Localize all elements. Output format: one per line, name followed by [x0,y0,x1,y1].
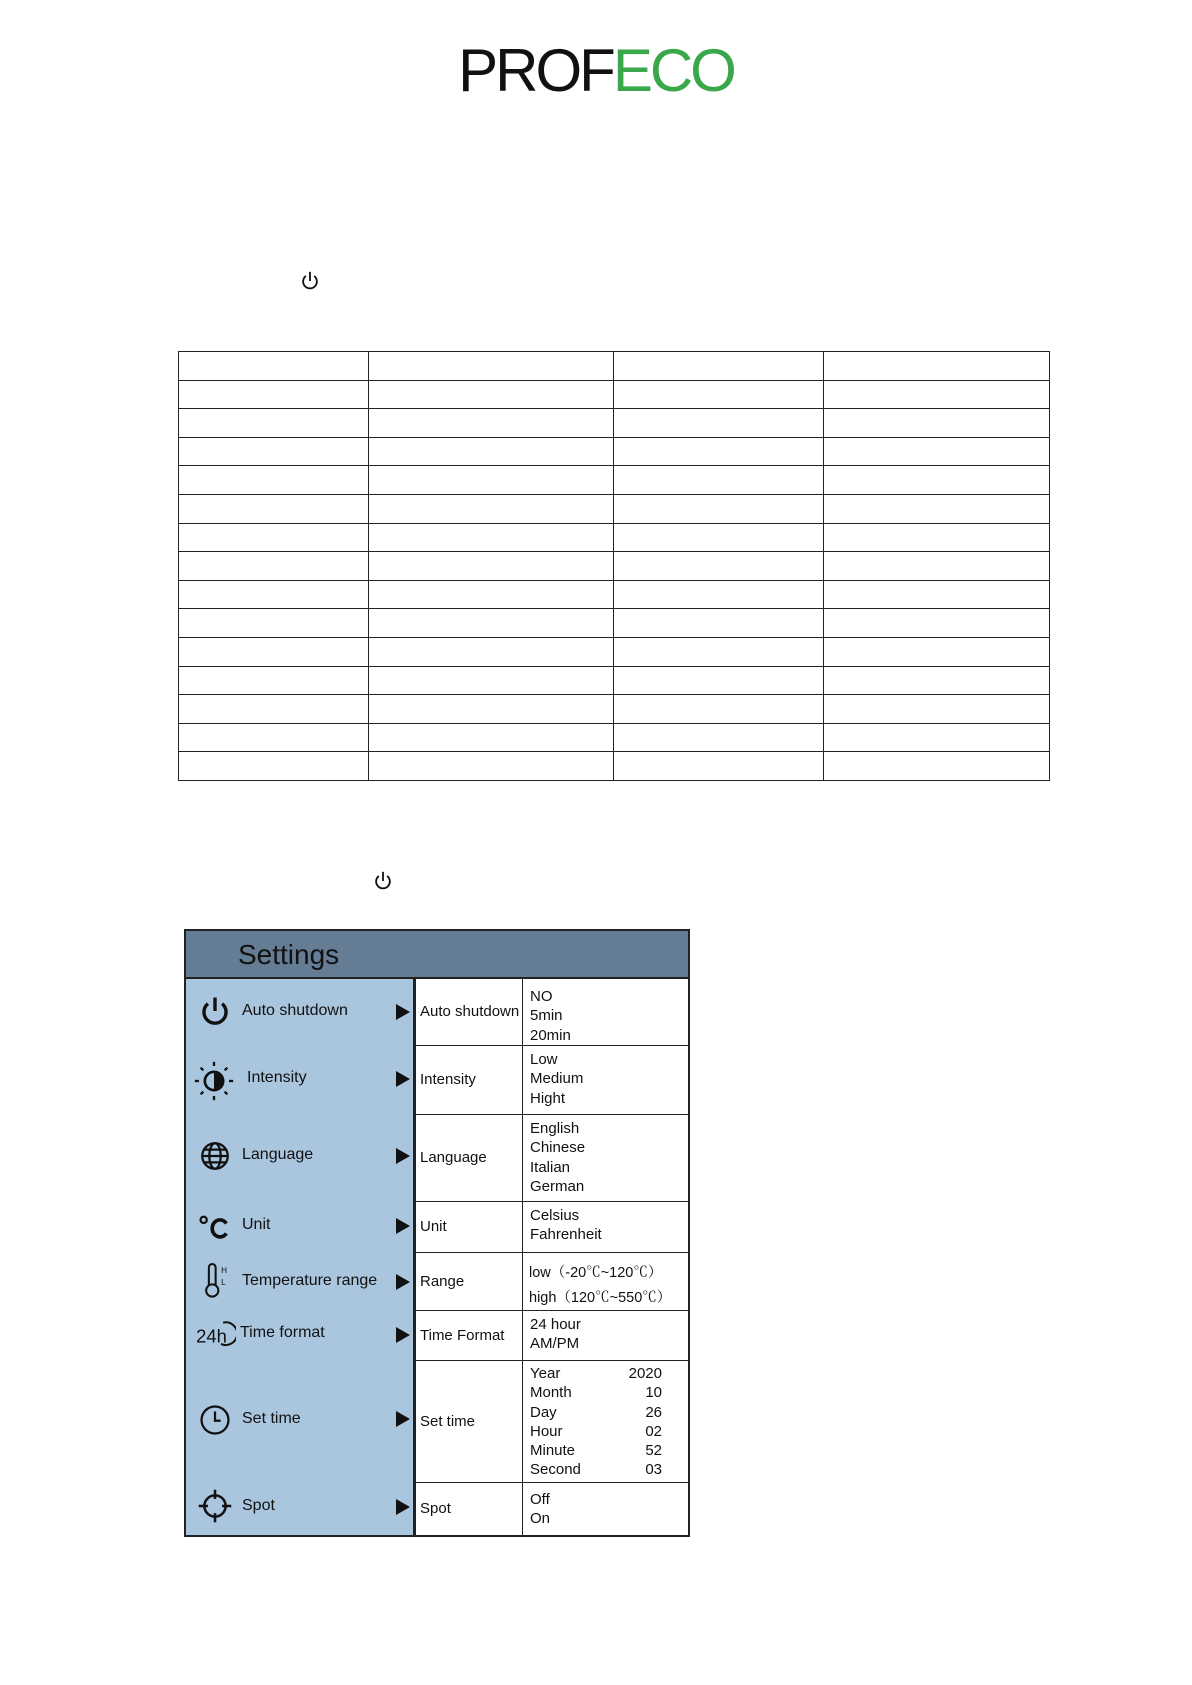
menu-item-label: Language [242,1146,314,1163]
table-row [179,609,1050,638]
table-cell [369,666,614,695]
table-row [179,523,1050,552]
menu-item-label: Auto shutdown [242,1002,348,1019]
table-cell [369,752,614,781]
menu-item-intensity[interactable] [186,1045,413,1113]
table-row [179,695,1050,724]
option-name: Time Format [416,1311,523,1360]
option-value[interactable]: high（120℃~550℃） [529,1290,672,1306]
globe-icon [198,1139,232,1173]
table-cell [824,637,1050,666]
table-cell [369,552,614,581]
profeco-logo [0,36,1192,106]
table-cell [369,523,614,552]
table-cell [179,409,369,438]
arrow-right-icon [396,1218,410,1234]
table-cell [369,494,614,523]
arrow-right-icon [396,1499,410,1515]
option-row-unit [416,1202,688,1253]
table-cell [369,437,614,466]
table-row [179,437,1050,466]
menu-item-label: Time format [240,1324,325,1341]
table-cell [614,695,824,724]
option-value[interactable]: Fahrenheit [530,1226,602,1244]
table-row [179,637,1050,666]
table-cell [614,752,824,781]
table-cell [179,609,369,638]
option-name: Auto shutdown [416,979,523,1045]
table-cell [179,580,369,609]
power-icon [198,994,232,1028]
24h-clock-icon [196,1317,236,1351]
power-icon [372,870,394,892]
blank-spec-table [178,351,1050,781]
table-cell [824,723,1050,752]
table-cell [369,409,614,438]
time-field-value: 03 [645,1461,662,1479]
table-row [179,580,1050,609]
option-name: Language [416,1115,523,1201]
table-cell [824,552,1050,581]
time-field-second[interactable] [530,1460,662,1479]
table-cell [614,666,824,695]
option-row-time-format [416,1311,688,1361]
option-value[interactable]: 20min [530,1026,571,1044]
table-cell [614,352,824,381]
time-field-value: 02 [645,1422,662,1440]
settings-menu [186,979,416,1535]
table-cell [824,466,1050,495]
table-cell [369,637,614,666]
option-row-auto-shutdown [416,979,688,1046]
table-cell [614,494,824,523]
time-field-value: 26 [645,1403,662,1421]
option-value[interactable]: AM/PM [530,1335,580,1353]
table-cell [179,752,369,781]
table-cell [614,380,824,409]
time-field-label: Month [530,1384,572,1402]
table-row [179,494,1050,523]
table-cell [369,380,614,409]
settings-panel [184,929,690,1537]
table-cell [369,609,614,638]
table-row [179,752,1050,781]
table-cell [614,723,824,752]
option-row-spot [416,1483,688,1535]
table-cell [369,580,614,609]
time-field-hour[interactable] [530,1422,662,1441]
option-name: Unit [416,1202,523,1252]
table-cell [824,380,1050,409]
settings-title: Settings [238,939,340,970]
table-cell [179,666,369,695]
24h-icon-text: 24h [196,1325,227,1347]
arrow-right-icon [396,1274,410,1290]
option-value[interactable]: NO [530,988,553,1005]
option-name: Spot [416,1483,523,1535]
time-field-label: Minute [530,1442,576,1460]
menu-item-label: Temperature range [242,1272,378,1289]
option-value[interactable]: Chinese [530,1139,586,1157]
table-cell [179,552,369,581]
table-cell [824,523,1050,552]
table-cell [614,409,824,438]
crosshair-icon [198,1489,232,1523]
option-value[interactable]: 24 hour [530,1316,581,1333]
menu-item-label: Spot [242,1497,275,1514]
time-field-day[interactable] [530,1403,662,1422]
table-cell [824,352,1050,381]
table-cell [614,466,824,495]
table-cell [824,609,1050,638]
option-row-intensity [416,1046,688,1115]
table-cell [824,409,1050,438]
table-cell [614,437,824,466]
arrow-right-icon [396,1148,410,1164]
option-value[interactable]: Celsius [530,1207,580,1224]
time-field-year[interactable] [530,1364,662,1383]
table-cell [179,637,369,666]
menu-item-set-time[interactable] [186,1359,413,1481]
option-value[interactable]: Off [530,1491,550,1508]
option-value[interactable]: low（-20℃~120℃） [529,1265,663,1281]
time-field-label: Second [530,1461,581,1479]
menu-item-label: Unit [242,1216,271,1233]
table-cell [179,352,369,381]
option-value[interactable]: German [530,1177,585,1195]
table-cell [179,523,369,552]
svg-text:H: H [221,1265,227,1275]
option-value[interactable]: Hight [530,1089,566,1107]
option-row-set-time [416,1361,688,1483]
table-cell [179,466,369,495]
option-value[interactable]: 5min [530,1007,563,1025]
table-row [179,380,1050,409]
table-row [179,409,1050,438]
table-cell [824,695,1050,724]
table-cell [614,552,824,581]
option-value[interactable]: Medium [530,1070,584,1088]
table-cell [179,380,369,409]
brightness-icon [194,1061,234,1101]
option-name: Range [416,1253,523,1310]
table-cell [179,695,369,724]
table-row [179,552,1050,581]
table-cell [369,352,614,381]
time-field-value: 2020 [628,1365,662,1382]
clock-icon [198,1403,232,1437]
table-cell [824,437,1050,466]
table-cell [614,523,824,552]
arrow-right-icon [396,1071,410,1087]
option-name: Set time [416,1361,523,1482]
power-icon [299,270,321,292]
table-cell [369,723,614,752]
menu-item-auto-shutdown[interactable] [186,979,413,1045]
menu-item-unit[interactable] [186,1200,413,1252]
option-name: Intensity [416,1046,523,1114]
table-cell [824,494,1050,523]
table-cell [179,437,369,466]
arrow-right-icon [396,1004,410,1020]
arrow-right-icon [396,1411,410,1427]
time-field-minute[interactable] [530,1441,662,1460]
time-field-label: Hour [530,1422,563,1440]
option-value[interactable]: On [530,1510,551,1528]
menu-item-label: Intensity [247,1069,307,1086]
time-field-value: 52 [645,1442,662,1460]
arrow-right-icon [396,1327,410,1343]
table-row [179,666,1050,695]
table-row [179,466,1050,495]
table-cell [179,723,369,752]
menu-item-temperature-range[interactable] [186,1252,413,1309]
menu-item-time-format[interactable] [186,1309,413,1359]
time-field-label: Day [530,1403,557,1421]
settings-header [186,931,688,979]
svg-text:L: L [221,1278,226,1288]
time-field-month[interactable] [530,1383,662,1402]
option-row-range [416,1253,688,1311]
table-cell [369,695,614,724]
table-cell [614,609,824,638]
table-cell [824,666,1050,695]
logo-part-dark: PROF [458,37,613,104]
table-cell [824,580,1050,609]
time-field-label: Year [530,1365,561,1382]
menu-item-language[interactable] [186,1113,413,1200]
option-row-language [416,1115,688,1202]
table-cell [824,752,1050,781]
table-cell [614,580,824,609]
menu-item-label: Set time [242,1410,301,1427]
time-field-value: 10 [645,1384,662,1402]
table-cell [179,494,369,523]
table-cell [369,466,614,495]
option-value[interactable]: Low [530,1051,558,1068]
option-value[interactable]: English [530,1120,580,1137]
table-row [179,723,1050,752]
celsius-icon [198,1210,232,1244]
thermometer-icon [202,1262,232,1300]
logo-part-green: ECO [612,37,734,104]
table-row [179,352,1050,381]
option-value[interactable]: Italian [530,1158,571,1176]
table-cell [614,637,824,666]
menu-item-spot[interactable] [186,1481,413,1535]
